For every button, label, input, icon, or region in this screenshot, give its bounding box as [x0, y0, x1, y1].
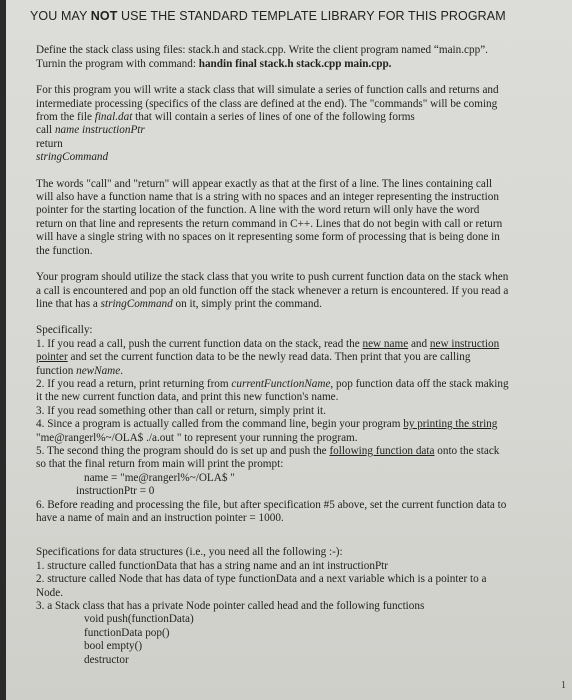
- file-name: final.dat: [94, 111, 133, 124]
- prompt-name: name = "me@rangerl%~/OLA$ ": [84, 471, 235, 484]
- specifically-title: Specifically:: [36, 324, 93, 337]
- overview-paragraph: For this program you will write a stack class that will simulate a series of function calls and returns and intermediate processing (specifics of the class are defined at the end). The "commands" will be coming from the file final.dat that will contain a series of lines of one of the following forms call name instructionPtr return stringCommand: [36, 84, 499, 164]
- spec-item-6: 6. Before reading and processing the file, but after specification #5 above, set the current function data to: [36, 498, 507, 511]
- page-heading: YOU MAY NOT USE THE STANDARD TEMPLATE LIBRARY FOR THIS PROGRAM: [30, 9, 506, 23]
- spec-item-4: 4. Since a program is actually called from the command line, begin your program by printing the string: [36, 418, 498, 431]
- data-structures-section: Specifications for data structures (i.e., you need all the following :-): 1. structure called functionData that has a string name and an int instructionPtr 2. structure called Node that has data of type functionData and a next variable which is a pointer to a Node. 3. a Stack class that has a private Node pointer called head and the following functions void push(functionData) functionData pop() bool empty() destructor: [36, 546, 554, 667]
- structure-item-1: 1. structure called functionData that has a string name and an int instructionPtr: [36, 559, 388, 572]
- function-empty: bool empty(): [84, 640, 143, 653]
- data-structures-title: Specifications for data structures (i.e., you need all the following :-):: [36, 546, 343, 559]
- turnin-command: handin final stack.h stack.cpp main.cpp.: [198, 57, 392, 70]
- page-number: 1: [561, 679, 566, 691]
- function-pop: functionData pop(): [84, 626, 170, 639]
- specifically-section: Specifically: 1. If you read a call, push the current function data on the stack, read the new name and new instruction pointer and set the current function data to be the newly read data. Then print that you are calling function newName. 2. If you read a return, print returning from currentFunctionName, pop function data off the stack making it the new current function data, and print this new function's name. 3. If you read something other than call or return, simply print it. 4. Since a program is actually called from the command line, begin your program by printing the string "me@rangerl%~/OLA$ ./a.out " to represent your running the program. 5. The second thing the program should do is set up and push the following function data onto the stack so that the final return from main will print the prompt: name = "me@rangerl%~/OLA$ " instructionPtr = 0 6. Before reading and processing the file, but after specification #5 above, set the current function data to have a name of main and an instruction pointer = 1000.: [36, 324, 554, 525]
- heading-not: NOT: [90, 9, 118, 23]
- commands-paragraph: The words "call" and "return" will appear exactly as that at the first of a line. The lines containing call will also have a function name that is a string with no spaces and an integer representing the instruction pointer for the starting location of the function. A line with the word return will only have the word return on that line and represents the return command in C++. Lines that do not begin with call or return will have a single string with no spaces on it representing some form of processing that is being done in the function.: [36, 177, 503, 257]
- function-push: void push(functionData): [84, 613, 194, 626]
- spec-item-1: 1. If you read a call, push the current function data on the stack, read the new name and new instruction: [36, 337, 500, 350]
- structure-item-3: 3. a Stack class that has a private Node pointer called head and the following functions: [36, 600, 425, 613]
- function-destructor: destructor: [84, 653, 129, 666]
- structure-item-2: 2. structure called Node that has data of type functionData and a next variable which is a pointer to a: [36, 573, 487, 586]
- prompt-instruction-ptr: instructionPtr = 0: [76, 485, 155, 498]
- spec-item-5: 5. The second thing the program should do is set up and push the following function data onto the stack: [36, 444, 500, 457]
- spec-item-2: 2. If you read a return, print returning from currentFunctionName, pop function data off the stack making: [36, 377, 509, 390]
- spec-item-3: 3. If you read something other than call or return, simply print it.: [36, 404, 326, 417]
- intro-paragraph: Define the stack class using files: stack.h and stack.cpp. Write the client program named “main.cpp”. Turnin the program with command: handin final stack.h stack.cpp main.cpp.: [36, 44, 488, 70]
- stack-usage-paragraph: Your program should utilize the stack class that you write to push current function data on the stack when a call is encountered and pop an old function off the stack whenever a return is encountered. If you read a line that has a stringCommand on it, simply print the command.: [36, 271, 509, 310]
